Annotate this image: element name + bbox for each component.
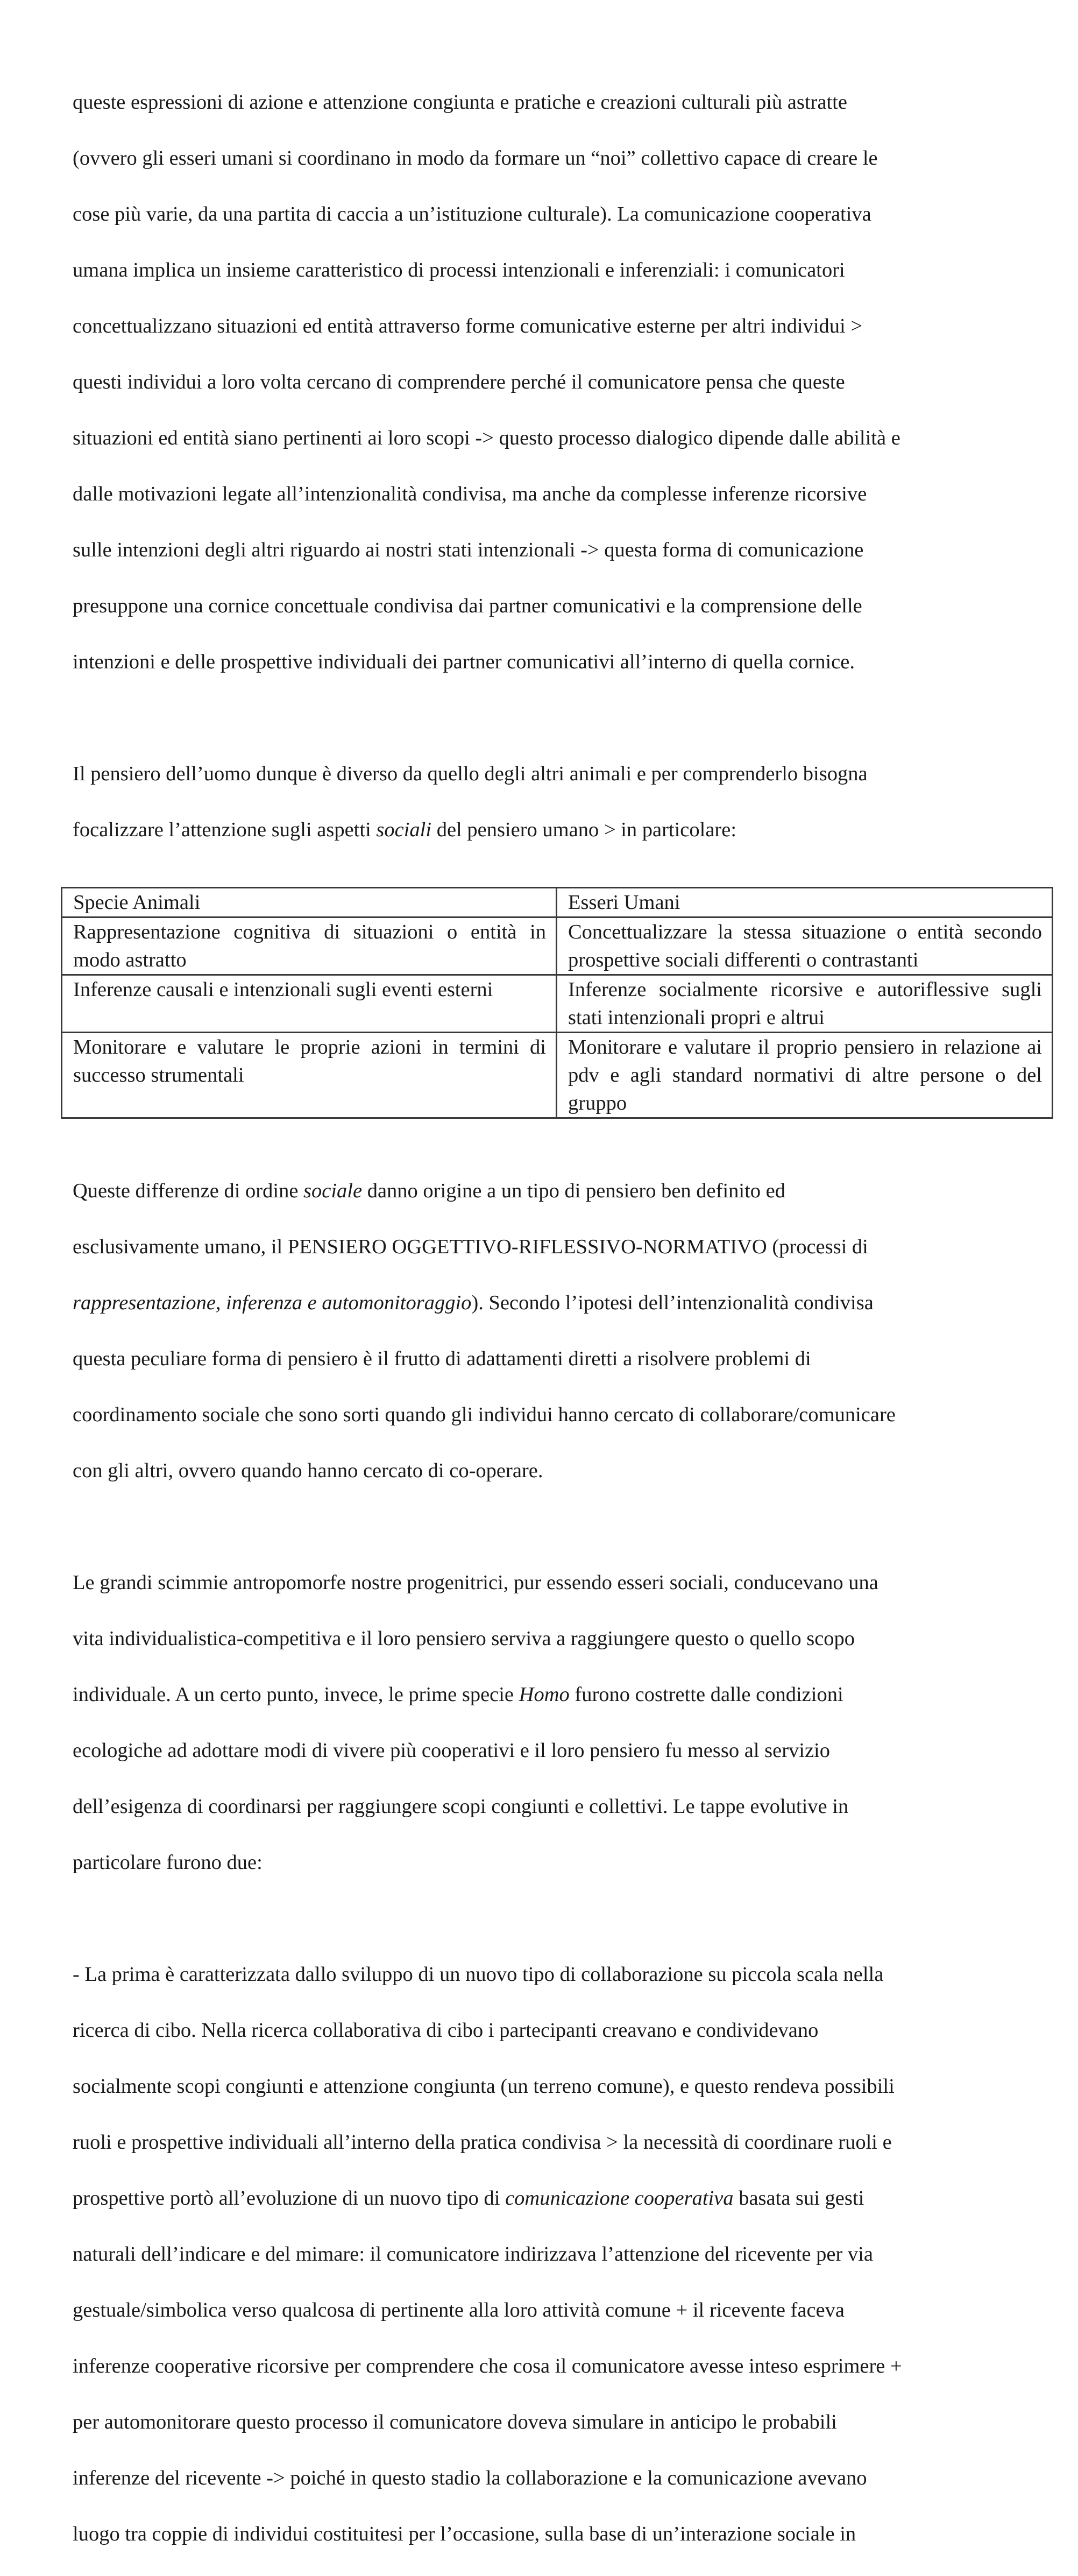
text-line: queste espressioni di azione e attenzione congiunta e pratiche e creazioni culturali più astratte xyxy=(73,91,847,114)
paragraph-human-thought xyxy=(73,732,1057,872)
text-line: per automonitorare questo processo il comunicatore doveva simulare in anticipo le probabili xyxy=(73,2411,837,2433)
text-line xyxy=(73,1177,1057,1205)
table-header-row xyxy=(62,888,1053,918)
text-line: questi individui a loro volta cercano di comprendere perché il comunicatore pensa che queste xyxy=(73,371,845,393)
text-line: luogo tra coppie di individui costituitesi per l’occasione, sulla base di un’interazione sociale in xyxy=(73,2523,856,2545)
paragraph-social-differences xyxy=(73,1149,1057,1513)
document-page xyxy=(73,60,1057,2576)
table-header-cell: Specie Animali xyxy=(62,888,557,918)
text-fragment: focalizzare l’attenzione sugli aspetti xyxy=(73,818,377,841)
text-line: situazioni ed entità siano pertinenti ai loro scopi -> questo processo dialogico dipende dalle abilità e xyxy=(73,427,900,449)
text-fragment: furono costrette dalle condizioni xyxy=(569,1683,843,1706)
text-line: inferenze cooperative ricorsive per comprendere che cosa il comunicatore avesse inteso esprimere + xyxy=(73,2355,902,2377)
text-line: cose più varie, da una partita di caccia a un’istituzione culturale). La comunicazione cooperativa xyxy=(73,203,871,225)
text-line: ruoli e prospettive individuali all’interno della pratica condivisa > la necessità di coordinare ruoli e xyxy=(73,2131,892,2154)
text-line: naturali dell’indicare e del mimare: il comunicatore indirizzava l’attenzione del ricevente per via xyxy=(73,2243,873,2266)
text-fragment: prospettive portò all’evoluzione di un nuovo tipo di xyxy=(73,2187,506,2210)
paragraph-great-apes xyxy=(73,1541,1057,1904)
text-line: Il pensiero dell’uomo dunque è diverso da quello degli altri animali e per comprenderlo bisogna xyxy=(73,763,868,785)
text-line: ricerca di cibo. Nella ricerca collaborativa di cibo i partecipanti creavano e condividevano xyxy=(73,2019,819,2042)
text-line: esclusivamente umano, il PENSIERO OGGETTIVO-RIFLESSIVO-NORMATIVO (processi di xyxy=(73,1236,868,1258)
table-row xyxy=(62,1033,1053,1118)
text-line: coordinamento sociale che sono sorti quando gli individui hanno cercato di collaborare/comunicare xyxy=(73,1403,896,1426)
text-line: vita individualistica-competitiva e il loro pensiero serviva a raggiungere questo o quello scopo xyxy=(73,1627,855,1650)
table-cell: Rappresentazione cognitiva di situazioni o entità in modo astratto xyxy=(62,918,557,975)
table-header-cell: Esseri Umani xyxy=(557,888,1053,918)
italic-term: comunicazione cooperativa xyxy=(505,2187,734,2210)
table-cell: Inferenze socialmente ricorsive e autoriflessive sugli stati intenzionali propri e altrui xyxy=(557,975,1053,1033)
text-line: concettualizzano situazioni ed entità attraverso forme comunicative esterne per altri individui > xyxy=(73,315,863,337)
comparison-table xyxy=(61,887,1053,1119)
table-row xyxy=(62,975,1053,1033)
text-line: con gli altri, ovvero quando hanno cercato di co-operare. xyxy=(73,1459,543,1482)
text-line: intenzioni e delle prospettive individuali dei partner comunicativi all’interno di quella cornice. xyxy=(73,651,855,673)
paragraph-first-stage xyxy=(73,1932,1057,2576)
text-line: dalle motivazioni legate all’intenzionalità condivisa, ma anche da complesse inferenze ricorsive xyxy=(73,483,867,505)
text-fragment: Queste differenze di ordine xyxy=(73,1180,304,1202)
text-line: presuppone una cornice concettuale condivisa dai partner comunicativi e la comprensione delle xyxy=(73,595,862,617)
table-row xyxy=(62,918,1053,975)
text-fragment: individuale. A un certo punto, invece, le prime specie xyxy=(73,1683,519,1706)
table-cell: Monitorare e valutare le proprie azioni in termini di successo strumentali xyxy=(62,1033,557,1118)
text-fragment: ). Secondo l’ipotesi dell’intenzionalità condivisa xyxy=(471,1291,874,1314)
text-line: sulle intenzioni degli altri riguardo ai nostri stati intenzionali -> questa forma di comunicazione xyxy=(73,539,864,561)
text-line: questa peculiare forma di pensiero è il frutto di adattamenti diretti a risolvere problemi di xyxy=(73,1347,811,1370)
text-line: inferenze del ricevente -> poiché in questo stadio la collaborazione e la comunicazione avevano xyxy=(73,2467,867,2489)
text-line xyxy=(73,2184,1057,2212)
text-line: ecologiche ad adottare modi di vivere più cooperativi e il loro pensiero fu messo al servizio xyxy=(73,1739,830,1762)
comparison-table-container xyxy=(61,887,1052,1119)
text-line xyxy=(73,1681,1057,1709)
table-cell: Inferenze causali e intenzionali sugli eventi esterni xyxy=(62,975,557,1033)
text-line: dell’esigenza di coordinarsi per raggiungere scopi congiunti e collettivi. Le tappe evolutive in xyxy=(73,1795,849,1818)
text-line: particolare furono due: xyxy=(73,1851,263,1874)
paragraph-intro xyxy=(73,60,1057,704)
text-line: - La prima è caratterizzata dallo sviluppo di un nuovo tipo di collaborazione su piccola scala nella xyxy=(73,1963,884,1986)
text-line: umana implica un insieme caratteristico di processi intenzionali e inferenziali: i comunicatori xyxy=(73,259,845,281)
italic-term: rappresentazione, inferenza e automonitoraggio xyxy=(73,1291,472,1314)
text-line: (ovvero gli esseri umani si coordinano in modo da formare un “noi” collettivo capace di creare le xyxy=(73,147,878,170)
paragraph-spacer xyxy=(73,704,1057,732)
paragraph-spacer xyxy=(73,1904,1057,1932)
table-cell: Monitorare e valutare il proprio pensiero in relazione ai pdv e agli standard normativi di altre persone o del gruppo xyxy=(557,1033,1053,1118)
text-fragment: del pensiero umano > in particolare: xyxy=(431,818,737,841)
text-line xyxy=(73,816,1057,844)
text-fragment: danno origine a un tipo di pensiero ben definito ed xyxy=(362,1180,786,1202)
italic-term: Homo xyxy=(519,1683,570,1706)
text-fragment: basata sui gesti xyxy=(733,2187,864,2210)
text-line: socialmente scopi congiunti e attenzione congiunta (un terreno comune), e questo rendeva possibili xyxy=(73,2075,895,2098)
paragraph-spacer xyxy=(73,1513,1057,1541)
italic-term: sociali xyxy=(376,818,432,841)
italic-term: sociale xyxy=(303,1180,363,1202)
text-line xyxy=(73,1289,1057,1317)
text-line: gestuale/simbolica verso qualcosa di pertinente alla loro attività comune + il ricevente faceva xyxy=(73,2299,845,2321)
text-line: Le grandi scimmie antropomorfe nostre progenitrici, pur essendo esseri sociali, conducevano una xyxy=(73,1571,878,1594)
table-cell: Concettualizzare la stessa situazione o entità secondo prospettive sociali differenti o contrastanti xyxy=(557,918,1053,975)
